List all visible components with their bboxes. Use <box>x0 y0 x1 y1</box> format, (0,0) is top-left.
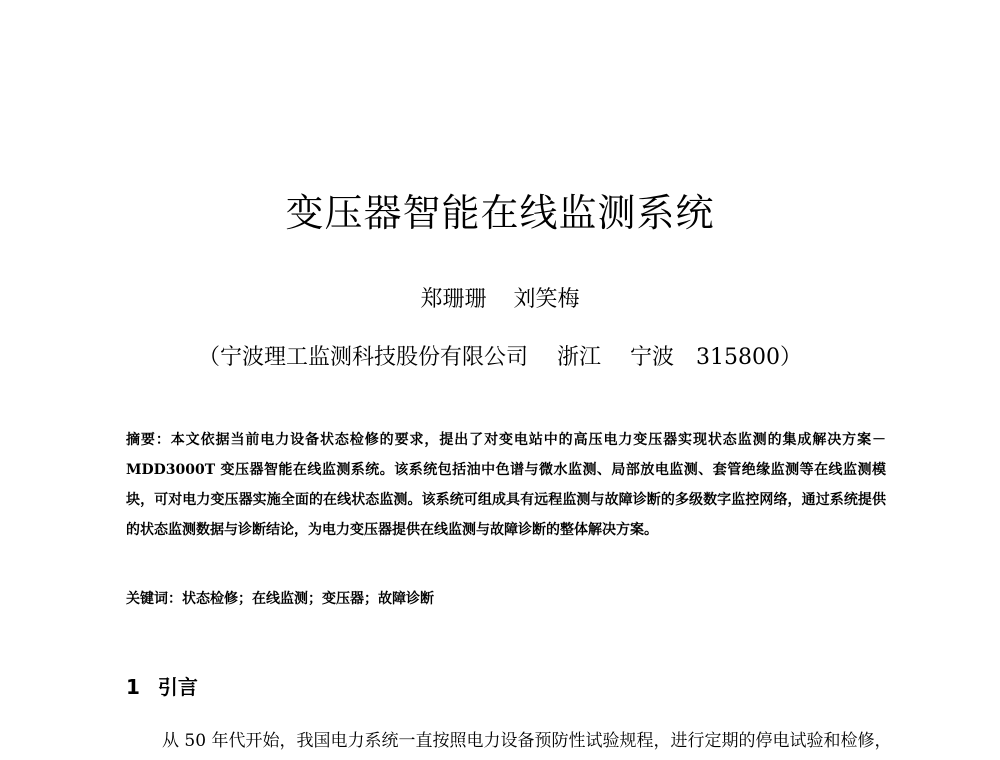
paper-title: 变压器智能在线监测系统 <box>285 191 715 235</box>
abstract-text: 本文依据当前电力设备状态检修的要求，提出了对变电站中的高压电力变压器实现状态监测的集成解决方案－MDD3000T 变压器智能在线监测系统。该系统包括油中色谱与微水监测、局部放电监测、套管绝缘监测等在线监测模块，可对电力变压器实施全面的在线状态监测。该系统可组成具有远程监测与故障诊断的多级数字监控网络，通过系统提供的状态监测数据与诊断结论，为电力变压器提供在线监测与故障诊断的整体解决方案。 <box>126 432 887 538</box>
author-list <box>0 282 1000 313</box>
author-1: 郑珊珊 <box>420 287 487 312</box>
section-number: 1 <box>126 675 140 699</box>
keywords-label: 关键词： <box>126 591 182 607</box>
abstract <box>126 425 886 545</box>
body-paragraph: 从 50 年代开始，我国电力系统一直按照电力设备预防性试验规程，进行定期的停电试验和检修， <box>162 731 892 751</box>
author-2: 刘笑梅 <box>513 287 580 312</box>
affiliation: （宁波理工监测科技股份有限公司 浙江 宁波 315800） <box>198 345 802 370</box>
section-title: 引言 <box>157 675 198 699</box>
keywords-text: 状态检修；在线监测；变压器；故障诊断 <box>182 591 434 607</box>
keywords <box>126 587 886 611</box>
section-heading <box>126 671 198 700</box>
abstract-label: 摘要： <box>126 432 171 448</box>
